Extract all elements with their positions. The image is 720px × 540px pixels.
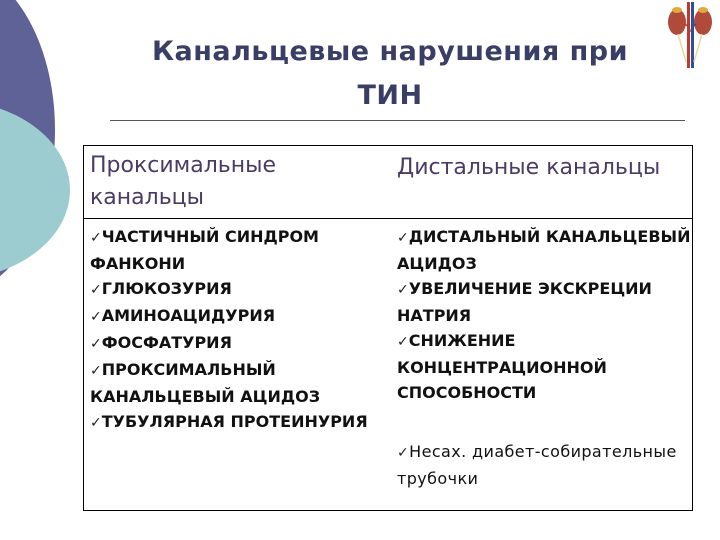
check-icon: ✓ <box>397 282 409 298</box>
list-item-text: ДИСТАЛЬНЫЙ КАНАЛЬЦЕВЫЙ АЦИДОЗ <box>397 227 691 273</box>
list-item <box>90 224 390 276</box>
list-item-text: ТУБУЛЯРНАЯ ПРОТЕИНУРИЯ <box>101 412 368 431</box>
kidney-anatomy-icon <box>664 2 716 68</box>
note-item <box>397 439 692 491</box>
spacer <box>397 405 692 439</box>
distal-list <box>397 224 692 491</box>
slide-title-line-1: Канальцевые нарушения при <box>151 36 629 67</box>
check-icon: ✓ <box>90 230 102 246</box>
check-icon: ✓ <box>90 363 102 379</box>
check-icon: ✓ <box>90 336 102 352</box>
list-item <box>90 276 390 303</box>
comparison-table <box>83 145 693 511</box>
list-item-text: ФОСФАТУРИЯ <box>101 333 232 352</box>
slide-title <box>130 30 650 118</box>
proximal-list <box>90 224 390 436</box>
check-icon: ✓ <box>397 334 409 350</box>
list-item <box>397 276 692 328</box>
check-icon: ✓ <box>90 309 102 325</box>
list-item <box>90 303 390 330</box>
title-divider <box>110 120 685 121</box>
list-item-text: ПРОКСИМАЛЬНЫЙ КАНАЛЬЦЕВЫЙ АЦИДОЗ <box>90 360 321 406</box>
note-text: Несах. диабет-собирательные трубочки <box>397 442 677 488</box>
check-icon: ✓ <box>90 282 102 298</box>
header-divider <box>84 218 692 219</box>
list-item <box>90 357 390 409</box>
slide-title-line-2: ТИН <box>357 80 423 111</box>
header-proximal: Проксимальные канальцы <box>90 153 277 210</box>
list-item <box>397 328 692 405</box>
list-item-text: СНИЖЕНИЕ КОНЦЕНТРАЦИОННОЙ СПОСОБНОСТИ <box>397 331 607 402</box>
list-item-text: УВЕЛИЧЕНИЕ ЭКСКРЕЦИИ НАТРИЯ <box>397 279 652 325</box>
check-icon: ✓ <box>397 230 409 246</box>
list-item <box>397 224 692 276</box>
decorative-circle-teal <box>0 100 70 280</box>
list-item-text: АМИНОАЦИДУРИЯ <box>101 306 276 325</box>
header-distal: Дистальные канальцы <box>397 155 661 180</box>
list-item-text: ЧАСТИЧНЫЙ СИНДРОМ ФАНКОНИ <box>90 227 319 273</box>
list-item-text: ГЛЮКОЗУРИЯ <box>101 279 232 298</box>
list-item <box>90 409 390 436</box>
check-icon: ✓ <box>90 415 102 431</box>
check-icon: ✓ <box>397 445 410 461</box>
list-item <box>90 330 390 357</box>
